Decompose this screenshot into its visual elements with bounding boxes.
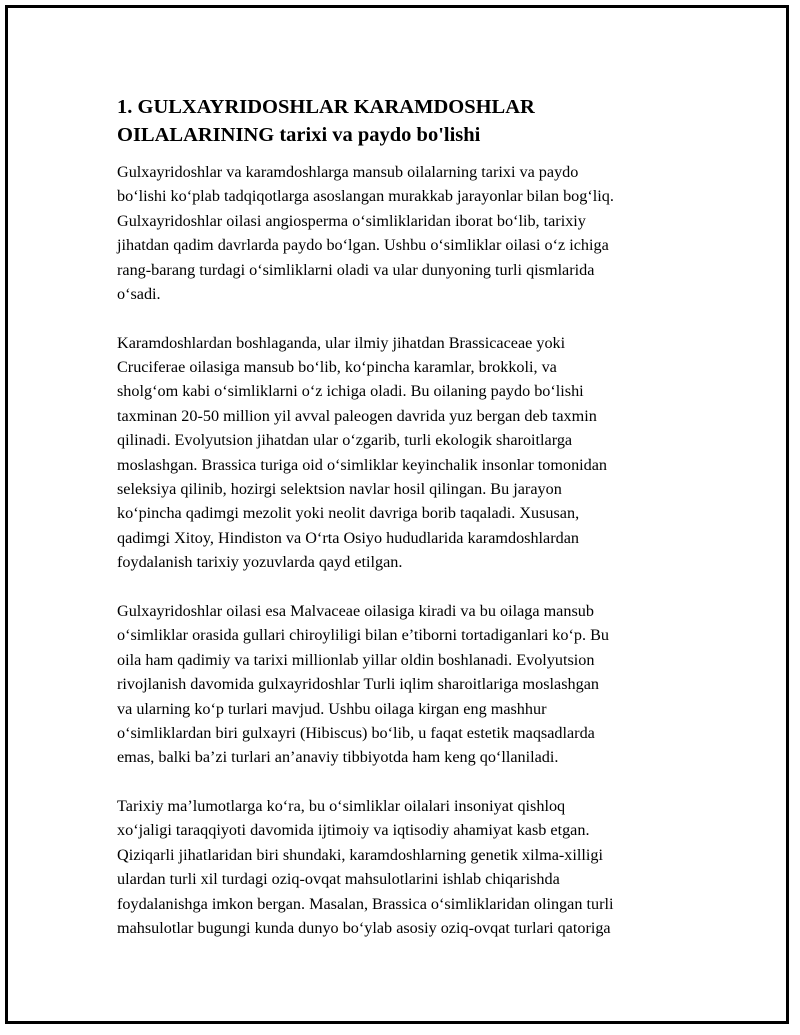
paragraph-line: sholg‘om kabi o‘simliklarni o‘z ichiga oladi. Bu oilaning paydo bo‘lishi (117, 382, 584, 401)
paragraph-line: o‘sadi. (117, 285, 161, 304)
paragraph-line: qilinadi. Evolyutsion jihatdan ular o‘zgarib, turli ekologik sharoitlarga (117, 431, 573, 450)
paragraph-line: seleksiya qilinib, hozirgi selektsion navlar hosil qilingan. Bu jarayon (117, 480, 562, 499)
paragraph-line: moslashgan. Brassica turiga oid o‘simliklar keyinchalik insonlar tomonidan (117, 455, 608, 474)
paragraph-line: Cruciferae oilasiga mansub bo‘lib, ko‘pincha karamlar, brokkoli, va (117, 358, 557, 377)
paragraph-line: va ularning ko‘p turlari mavjud. Ushbu oilaga kirgan eng mashhur (117, 699, 547, 718)
paragraph-line: bo‘lishi ko‘plab tadqiqotlarga asoslangan murakkab jarayonlar bilan bog‘liq. (117, 187, 614, 206)
paragraph-line: o‘simliklar orasida gullari chiroyliligi bilan e’tiborni tortadiganlari ko‘p. Bu (117, 626, 609, 645)
paragraph-line: ulardan turli xil turdagi oziq-ovqat mahsulotlarini ishlab chiqarishda (117, 870, 560, 889)
heading-line: OILALARINING tarixi va paydo bo'lishi (117, 124, 481, 146)
paragraph-line: Karamdoshlardan boshlaganda, ular ilmiy jihatdan Brassicaceae yoki (117, 333, 566, 352)
paragraph-line: emas, balki ba’zi turlari an’anaviy tibbiyotda ham keng qo‘llaniladi. (117, 748, 559, 767)
paragraph-line: qadimgi Xitoy, Hindiston va O‘rta Osiyo hududlarida karamdoshlardan (117, 528, 579, 547)
heading-line: 1. GULXAYRIDOSHLAR KARAMDOSHLAR (117, 96, 535, 118)
paragraph (117, 794, 687, 940)
paragraph-line: Qiziqarli jihatlaridan biri shundaki, karamdoshlarning genetik xilma-xilligi (117, 845, 603, 864)
paragraph-line: o‘simliklardan biri gulxayri (Hibiscus) bo‘lib, u faqat estetik maqsadlarda (117, 723, 595, 742)
paragraph-list (117, 160, 687, 940)
paragraph (117, 599, 687, 770)
paragraph (117, 160, 687, 306)
paragraph-line: ko‘pincha qadimgi mezolit yoki neolit davriga borib taqaladi. Xususan, (117, 504, 580, 523)
paragraph-line: rang-barang turdagi o‘simliklarni oladi va ular dunyoning turli qismlarida (117, 260, 595, 279)
paragraph-line: mahsulotlar bugungi kunda dunyo bo‘ylab asosiy oziq-ovqat turlari qatoriga (117, 918, 611, 937)
paragraph (117, 331, 687, 575)
paragraph-line: rivojlanish davomida gulxayridoshlar Turli iqlim sharoitlariga moslashgan (117, 675, 599, 694)
paragraph-line: Tarixiy ma’lumotlarga ko‘ra, bu o‘simliklar oilalari insoniyat qishloq (117, 796, 566, 815)
paragraph-line: foydalanish tarixiy yozuvlarda qayd etilgan. (117, 553, 403, 572)
paragraph-line: Gulxayridoshlar oilasi esa Malvaceae oilasiga kiradi va bu oilaga mansub (117, 601, 594, 620)
paragraph-line: foydalanishga imkon bergan. Masalan, Brassica o‘simliklaridan olingan turli (117, 894, 614, 913)
paragraph-line: Gulxayridoshlar va karamdoshlarga mansub oilalarning tarixi va paydo (117, 163, 579, 181)
paragraph-line: taxminan 20-50 million yil avval paleogen davrida yuz bergan deb taxmin (117, 406, 597, 425)
document-body (117, 93, 687, 965)
paragraph-line: Gulxayridoshlar oilasi angiosperma o‘simliklaridan iborat bo‘lib, tarixiy (117, 211, 586, 230)
paragraph-line: xo‘jaligi taraqqiyoti davomida ijtimoiy va iqtisodiy ahamiyat kasb etgan. (117, 821, 590, 840)
paragraph-line: oila ham qadimiy va tarixi millionlab yillar oldin boshlanadi. Evolyutsion (117, 650, 595, 669)
paragraph-line: jihatdan qadim davrlarda paydo bo‘lgan. Ushbu o‘simliklar oilasi o‘z ichiga (117, 236, 609, 255)
section-heading (117, 93, 687, 149)
